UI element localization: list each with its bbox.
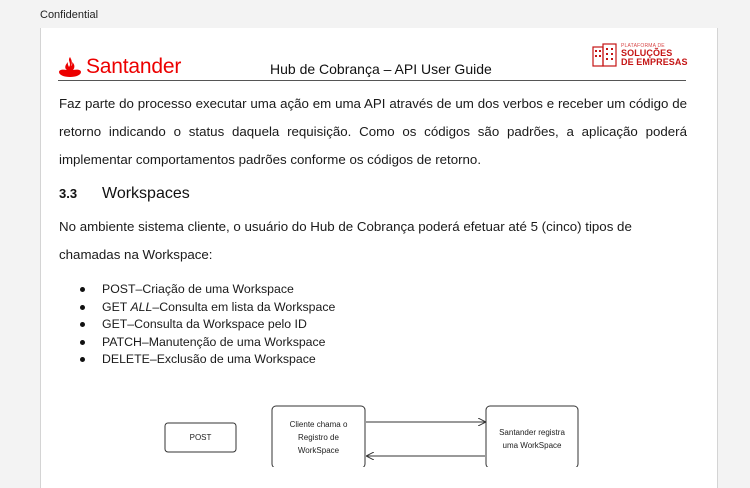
- brand-wordmark: Santander: [86, 55, 182, 78]
- workspace-intro-paragraph: No ambiente sistema cliente, o usuário do Hub de Cobrança poderá efetuar até 5 (cinco) tipos de chamadas na Workspace:: [59, 219, 632, 262]
- intro-paragraph: Faz parte do processo executar uma ação em uma API através de um dos verbos e receber um código de retorno indicando o status daquela requisição. Como os códigos são padrões, a aplicação poderá implementar comportamentos padrões conforme os códigos de retorno.: [59, 96, 687, 167]
- document-title: Hub de Cobrança – API User Guide: [270, 61, 492, 77]
- santander-box-line1: Santander registra: [499, 428, 565, 437]
- confidential-label: Confidential: [40, 9, 99, 21]
- list-item: DELETE – Exclusão de uma Workspace: [80, 351, 335, 369]
- badge-line1: SOLUÇÕES: [621, 47, 673, 58]
- client-box-line1: Cliente chama o: [289, 420, 348, 429]
- list-item: PATCH – Manutenção de uma Workspace: [80, 334, 335, 352]
- client-box-line3: WorkSpace: [297, 446, 340, 455]
- list-item: POST – Criação de uma Workspace: [80, 281, 335, 299]
- badge-line2: DE EMPRESAS: [621, 56, 688, 67]
- list-item: GET – Consulta da Workspace pelo ID: [80, 316, 335, 334]
- badge-small-text: PLATAFORMA DE: [621, 42, 665, 49]
- post-box-label: POST: [189, 433, 212, 442]
- client-box-line2: Registro de: [298, 433, 339, 442]
- santander-box-line2: uma WorkSpace: [502, 441, 562, 450]
- section-number: 3.3: [59, 186, 78, 201]
- section-title: Workspaces: [102, 185, 190, 202]
- list-item: GET ALL – Consulta em lista da Workspace: [80, 299, 335, 317]
